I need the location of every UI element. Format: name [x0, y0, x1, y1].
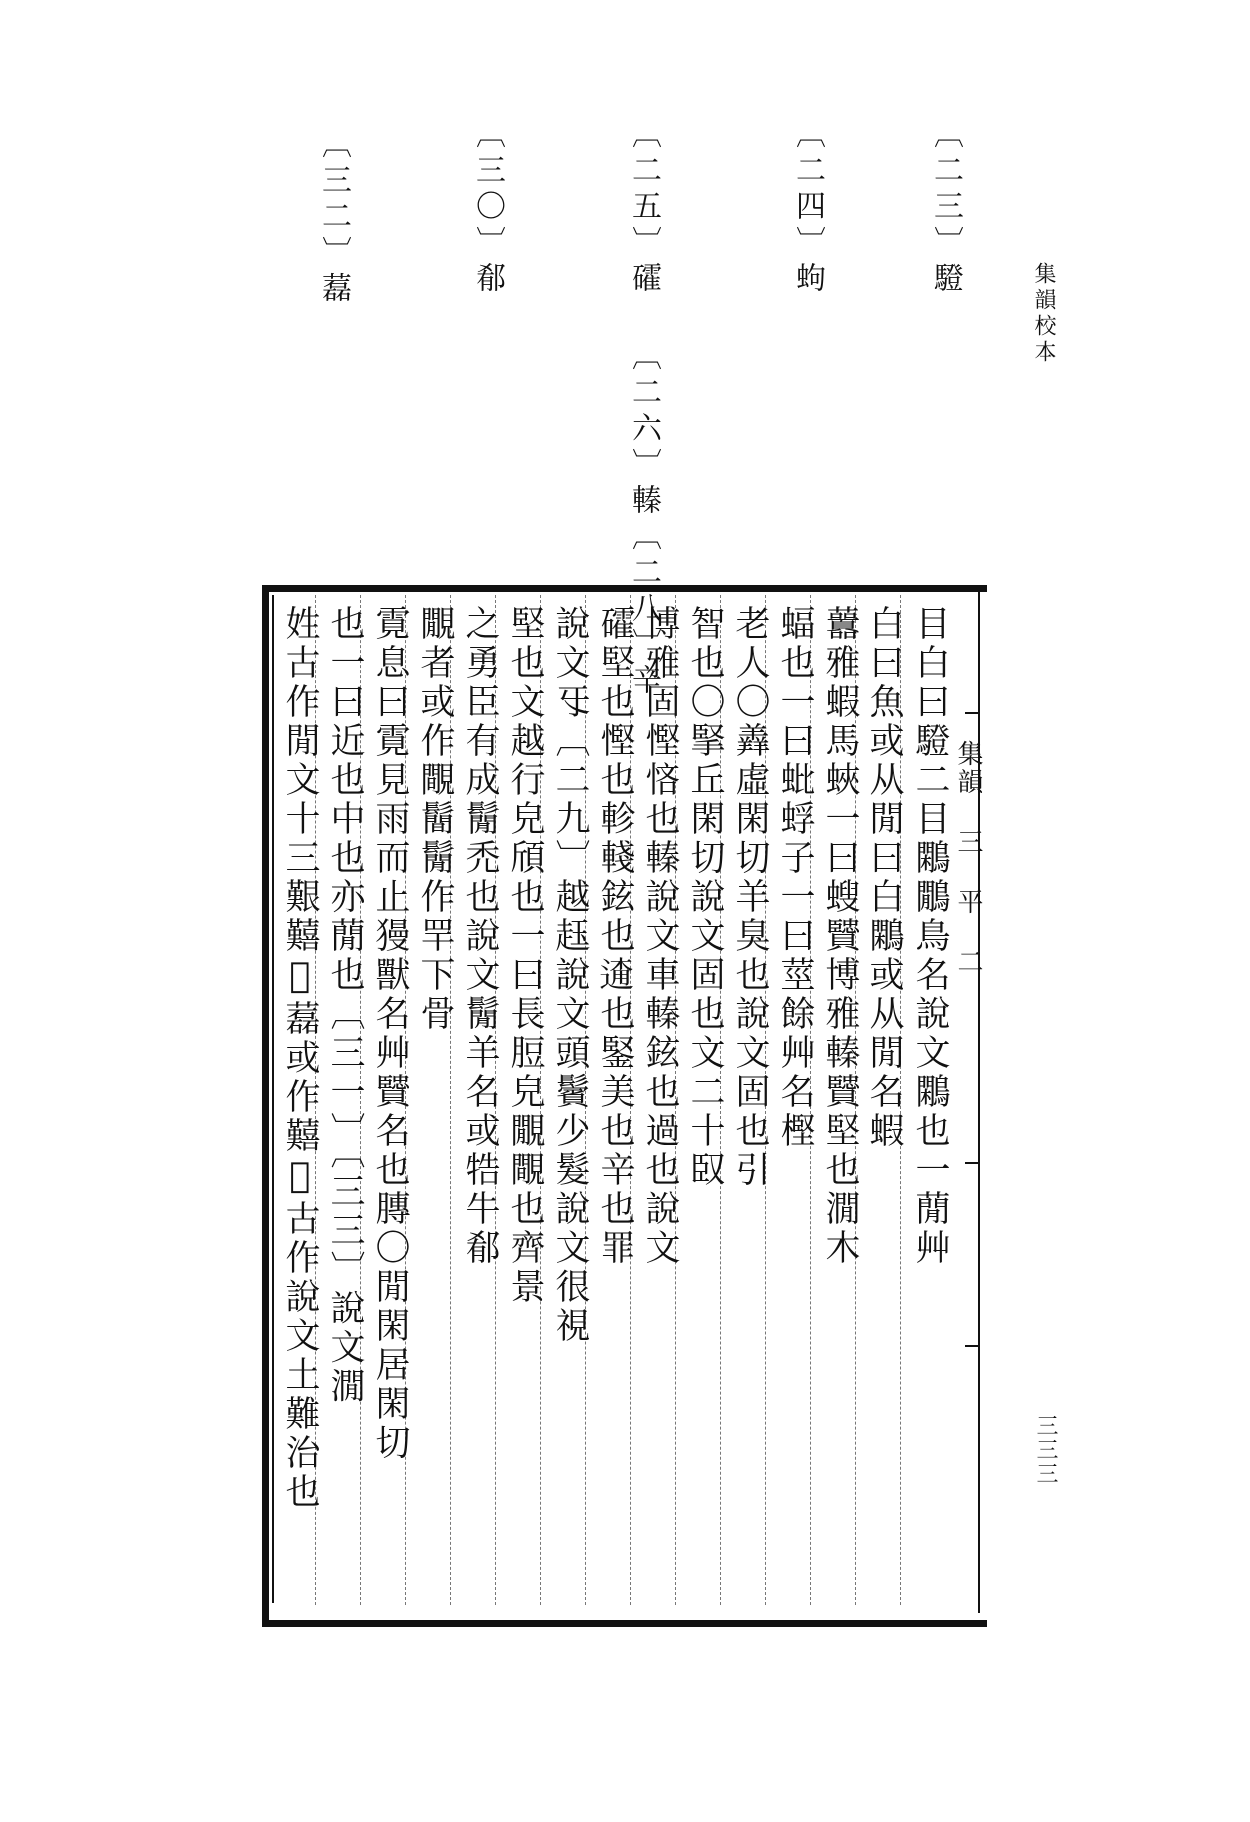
- collation-note-1: 〔二三〕䮴: [928, 118, 963, 298]
- text-column-12: 覵者或作覸鬝鬜作䍐下骨: [415, 605, 455, 1034]
- text-column-2: 白曰魚或从閒曰白鷴或从閒名蝦: [864, 605, 904, 1151]
- text-column-9: 說文㸦〔二九〕越䞝說文頭鬢少髮說文很視: [550, 605, 590, 1346]
- collation-note-4: 〔二六〕轃〔二八〕辛: [626, 340, 661, 700]
- banxin-tick-top: [965, 712, 979, 714]
- text-column-5: 老人〇羴虛閑切羊臭也說文固也引: [730, 605, 770, 1190]
- text-column-14: 也一曰近也中也亦蕑也〔三一〕〔三三〕說文㵎: [325, 605, 365, 1407]
- page-number: 三三三: [1033, 1414, 1058, 1486]
- text-column-15: 姓古作閒文十三艱囏𡎞藞或作囏𡎞古作說文土難治也: [280, 605, 320, 1512]
- text-column-13: 䨘息曰䨘見雨而止獌獸名艸贒名也膞〇閒閑居閑切: [370, 605, 410, 1463]
- collation-note-5: 〔三〇〕郩: [470, 118, 505, 298]
- banxin-tick-mid: [965, 1162, 979, 1164]
- text-column-11: 之勇臣有成鬜禿也說文鬜羊名或牿牛郩: [460, 605, 500, 1268]
- text-column-1: 目白曰䮴二目鷴鷳鳥名說文鷴也一蕑艸: [910, 605, 950, 1268]
- text-column-10: 堅也文越行皃頎也一曰長脰皃覵覸也齊景: [505, 605, 545, 1307]
- collation-note-2: 〔二四〕蚼: [790, 118, 825, 298]
- text-column-4: 蝠也一曰蚍蜉子一曰莖餘艸名樫: [775, 605, 815, 1151]
- banxin-label: 集韻 三 平 二: [953, 740, 983, 976]
- text-column-3: 䖀雅蝦馬蛺一曰螋贒博雅轃贒堅也㵎木: [820, 605, 860, 1268]
- text-column-7: 博雅固慳悋也轃說文車轃鉉也過也說文: [640, 605, 680, 1268]
- collation-note-6: 〔三二〕藞: [316, 128, 351, 308]
- text-column-8: 礭堅也慳也軫輚鉉也𨓸也鋻美也辛也罪: [595, 605, 635, 1268]
- running-title: 集韻校本: [1031, 262, 1056, 366]
- frame-inner-rule: [272, 595, 274, 1603]
- banxin-tick-low: [965, 1345, 979, 1347]
- text-column-6: 智也〇掔丘閑切說文固也文二十臤: [685, 605, 725, 1190]
- collation-note-3: 〔二五〕礭: [626, 118, 661, 298]
